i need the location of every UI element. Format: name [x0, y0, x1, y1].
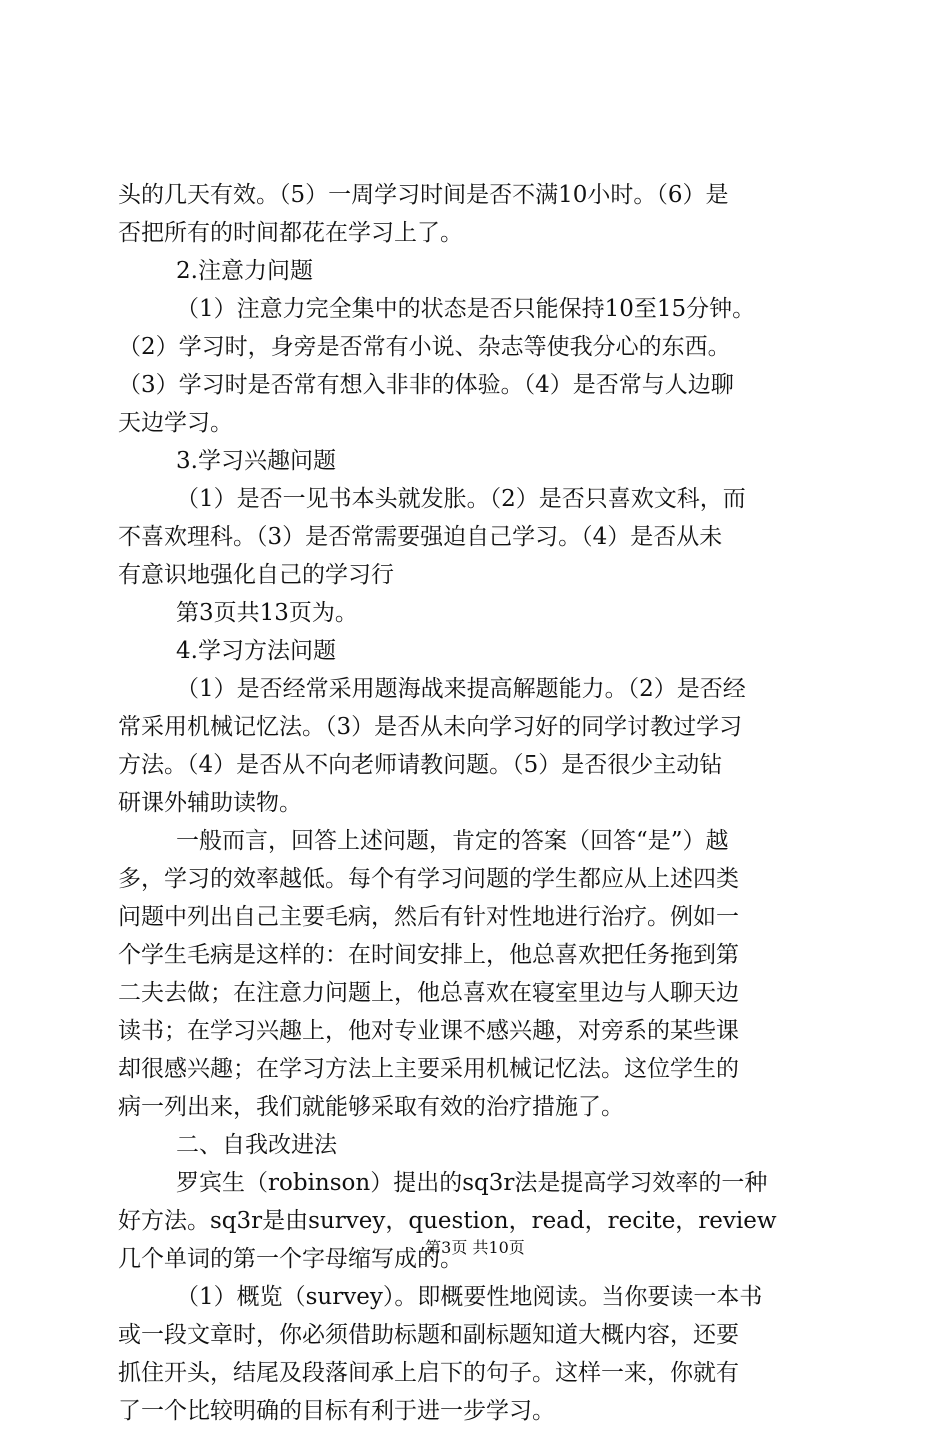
text-line: 方法。（4）是否从不向老师请教问题。（5）是否很少主动钻: [118, 752, 723, 778]
text-line: 抓住开头，结尾及段落间承上启下的句子。这样一来，你就有: [118, 1360, 739, 1386]
text-line: 罗宾生（robinson）提出的sq3r法是提高学习效率的一种: [176, 1170, 768, 1196]
text-line: 了一个比较明确的目标有利于进一步学习。: [118, 1398, 555, 1424]
text-line: 读书；在学习兴趣上，他对专业课不感兴趣，对旁系的某些课: [118, 1018, 739, 1044]
text-line: 个学生毛病是这样的：在时间安排上，他总喜欢把任务拖到第: [118, 942, 739, 968]
text-line: 几个单词的第一个字母缩写成的。: [118, 1246, 463, 1272]
text-line: 4.学习方法问题: [176, 638, 336, 664]
text-line: （1）注意力完全集中的状态是否只能保持10至15分钟。: [176, 296, 756, 322]
text-line: 头的几天有效。（5）一周学习时间是否不满10小时。（6）是: [118, 182, 729, 208]
text-line: 或一段文章时，你必须借助标题和副标题知道大概内容，还要: [118, 1322, 739, 1348]
text-line: 好方法。sq3r是由survey，question，read，recite，review: [118, 1208, 777, 1234]
text-line: 病一列出来，我们就能够采取有效的治疗措施了。: [118, 1094, 624, 1120]
text-line: （1）是否一见书本头就发胀。（2）是否只喜欢文科，而: [176, 486, 746, 512]
text-line: 2.注意力问题: [176, 258, 313, 284]
text-line: 不喜欢理科。（3）是否常需要强迫自己学习。（4）是否从未: [118, 524, 723, 550]
page-footer: 第3页 共10页: [425, 1238, 525, 1257]
text-line: （2）学习时，身旁是否常有小说、杂志等使我分心的东西。: [118, 334, 731, 360]
text-line: 有意识地强化自己的学习行: [118, 562, 394, 588]
text-line: 第3页共13页为。: [176, 600, 358, 626]
text-line: （1）是否经常采用题海战来提高解题能力。（2）是否经: [176, 676, 746, 702]
text-line: 问题中列出自己主要毛病，然后有针对性地进行治疗。例如一: [118, 904, 739, 930]
text-line: 天边学习。: [118, 410, 233, 436]
text-line: 一般而言，回答上述问题，肯定的答案（回答“是”）越: [176, 828, 729, 854]
text-line: （1）概览（survey）。即概要性地阅读。当你要读一本书: [176, 1284, 763, 1310]
text-line: 常采用机械记忆法。（3）是否从未向学习好的同学讨教过学习: [118, 714, 743, 740]
text-line: 却很感兴趣；在学习方法上主要采用机械记忆法。这位学生的: [118, 1056, 739, 1082]
text-line: 否把所有的时间都花在学习上了。: [118, 220, 463, 246]
text-line: 二、自我改进法: [176, 1132, 337, 1158]
text-line: 3.学习兴趣问题: [176, 448, 336, 474]
text-line: 研课外辅助读物。: [118, 790, 302, 816]
text-line: （3）学习时是否常有想入非非的体验。（4）是否常与人边聊: [118, 372, 734, 398]
text-line: 多，学习的效率越低。每个有学习问题的学生都应从上述四类: [118, 866, 739, 892]
text-line: 二夫去做；在注意力问题上，他总喜欢在寝室里边与人聊天边: [118, 980, 739, 1006]
